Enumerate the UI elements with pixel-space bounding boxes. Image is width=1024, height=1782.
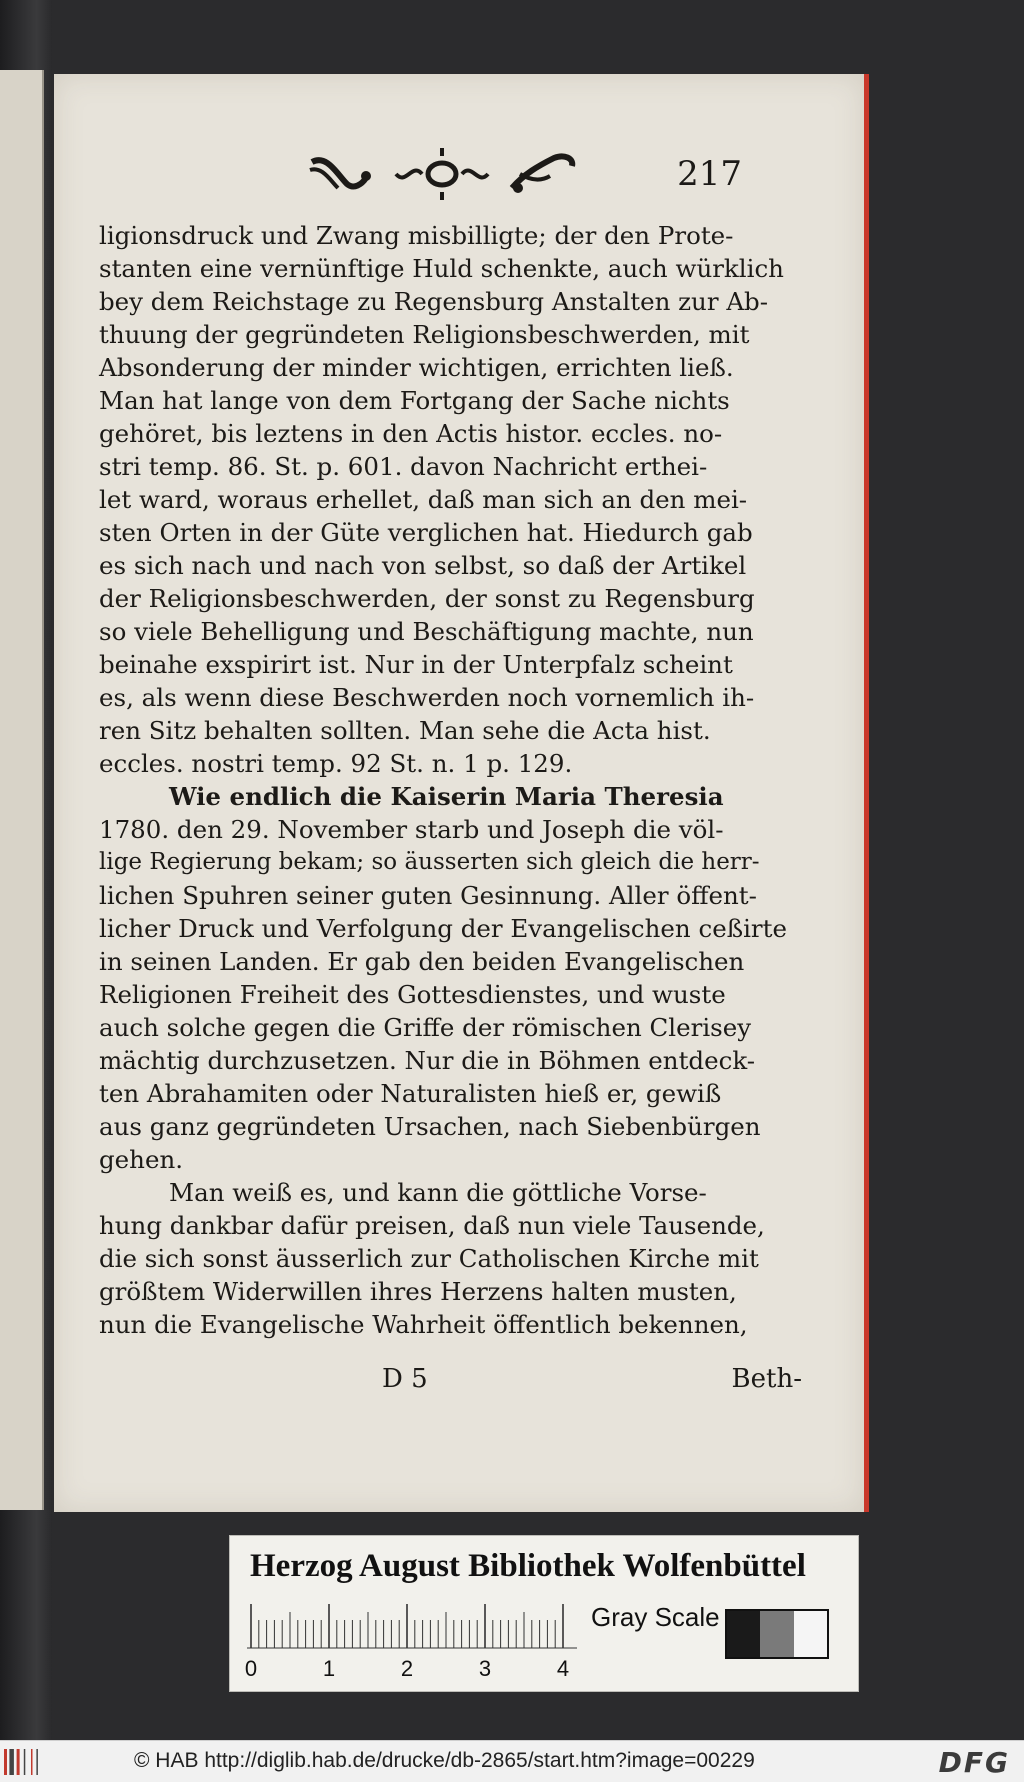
text-line: 1780. den 29. November starb und Joseph die völ- bbox=[99, 815, 724, 844]
book-page bbox=[54, 74, 869, 1512]
ruler-label: 1 bbox=[322, 1656, 336, 1681]
text-line: bey dem Reichstage zu Regensburg Anstalten zur Ab- bbox=[99, 287, 768, 316]
text-line: Religionen Freiheit des Gottesdienstes, und wuste bbox=[99, 980, 726, 1009]
text-line: thuung der gegründeten Religionsbeschwerden, mit bbox=[99, 320, 750, 349]
ruler-label: 4 bbox=[556, 1656, 570, 1681]
text-line: hung dankbar dafür preisen, daß nun viele Tausende, bbox=[99, 1211, 765, 1240]
text-line: ligionsdruck und Zwang misbilligte; der den Prote- bbox=[99, 221, 734, 250]
paragraph-start: Man weiß es, und kann die göttliche Vorse- bbox=[169, 1178, 707, 1207]
source-url[interactable]: © HAB http://diglib.hab.de/drucke/db-2865/start.htm?image=00229 bbox=[134, 1749, 755, 1772]
text-line: der Religionsbeschwerden, der sonst zu Regensburg bbox=[99, 584, 755, 613]
color-calibration-card bbox=[229, 1535, 859, 1692]
gray-swatch bbox=[760, 1611, 793, 1657]
text-line: mächtig durchzusetzen. Nur die in Böhmen entdeck- bbox=[99, 1046, 756, 1075]
catchline bbox=[382, 1364, 802, 1404]
ornament-icon bbox=[292, 144, 592, 204]
ruler-label: 3 bbox=[478, 1656, 492, 1681]
text-line: eccles. nostri temp. 92 St. n. 1 p. 129. bbox=[99, 749, 573, 778]
ruler-scale bbox=[244, 1602, 577, 1682]
text-line: Absonderung der minder wichtigen, errichten ließ. bbox=[99, 353, 734, 382]
text-line: auch solche gegen die Griffe der römischen Clerisey bbox=[99, 1013, 752, 1042]
body-text bbox=[99, 219, 799, 1341]
text-line: ten Abrahamiten oder Naturalisten hieß er, gewiß bbox=[99, 1079, 722, 1108]
text-line: lichen Spuhren seiner guten Gesinnung. Aller öffent- bbox=[99, 881, 757, 910]
gray-swatch bbox=[794, 1611, 827, 1657]
barcode-bar bbox=[31, 1749, 33, 1775]
text-line: beinahe exspirirt ist. Nur in der Unterpfalz scheint bbox=[99, 650, 733, 679]
paragraph-start: Wie endlich die Kaiserin Maria Theresia bbox=[169, 782, 724, 811]
text-line: lige Regierung bekam; so äusserten sich gleich die herr- bbox=[99, 849, 760, 875]
text-line: so viele Behelligung und Beschäftigung machte, nun bbox=[99, 617, 754, 646]
gray-swatches bbox=[725, 1609, 829, 1659]
barcode-icon bbox=[4, 1749, 48, 1775]
text-line: licher Druck und Verfolgung der Evangelischen ceßirte bbox=[99, 914, 787, 943]
page-header bbox=[54, 144, 864, 204]
barcode-bar bbox=[4, 1749, 7, 1775]
text-line: es, als wenn diese Beschwerden noch vornemlich ih- bbox=[99, 683, 755, 712]
viewer-footer bbox=[0, 1740, 1024, 1782]
text-line: es sich nach und nach von selbst, so daß der Artikel bbox=[99, 551, 747, 580]
barcode-bar bbox=[9, 1749, 14, 1775]
text-line: die sich sonst äusserlich zur Catholischen Kirche mit bbox=[99, 1244, 759, 1273]
barcode-bar bbox=[24, 1749, 26, 1775]
library-name: Herzog August Bibliothek Wolfenbüttel bbox=[250, 1548, 806, 1584]
text-line: let ward, woraus erhellet, daß man sich an den mei- bbox=[99, 485, 748, 514]
gray-swatch bbox=[727, 1611, 760, 1657]
barcode-bar bbox=[17, 1749, 20, 1775]
page-number: 217 bbox=[677, 154, 742, 194]
text-line: gehöret, bis leztens in den Actis histor. eccles. no- bbox=[99, 419, 723, 448]
text-line: größtem Widerwillen ihres Herzens halten musten, bbox=[99, 1277, 737, 1306]
dfg-logo: DFG bbox=[938, 1746, 1010, 1779]
text-line: gehen. bbox=[99, 1145, 184, 1174]
ruler-label: 2 bbox=[400, 1656, 414, 1681]
barcode-bar bbox=[36, 1749, 38, 1775]
text-line: ren Sitz behalten sollten. Man sehe die Acta hist. bbox=[99, 716, 711, 745]
gray-scale-label: Gray Scale bbox=[591, 1602, 720, 1632]
text-line: aus ganz gegründeten Ursachen, nach Siebenbürgen bbox=[99, 1112, 761, 1141]
catchword: Beth- bbox=[731, 1364, 802, 1394]
text-line: nun die Evangelische Wahrheit öffentlich bekennen, bbox=[99, 1310, 748, 1339]
text-line: Man hat lange von dem Fortgang der Sache nichts bbox=[99, 386, 730, 415]
ruler-label: 0 bbox=[244, 1656, 258, 1681]
text-line: in seinen Landen. Er gab den beiden Evangelischen bbox=[99, 947, 745, 976]
text-line: sten Orten in der Güte verglichen hat. Hiedurch gab bbox=[99, 518, 753, 547]
signature-mark: D 5 bbox=[382, 1364, 428, 1394]
text-line: stri temp. 86. St. p. 601. davon Nachricht erthei- bbox=[99, 452, 708, 481]
previous-page-edge bbox=[0, 70, 44, 1510]
text-line: stanten eine vernünftige Huld schenkte, auch würklich bbox=[99, 254, 784, 283]
